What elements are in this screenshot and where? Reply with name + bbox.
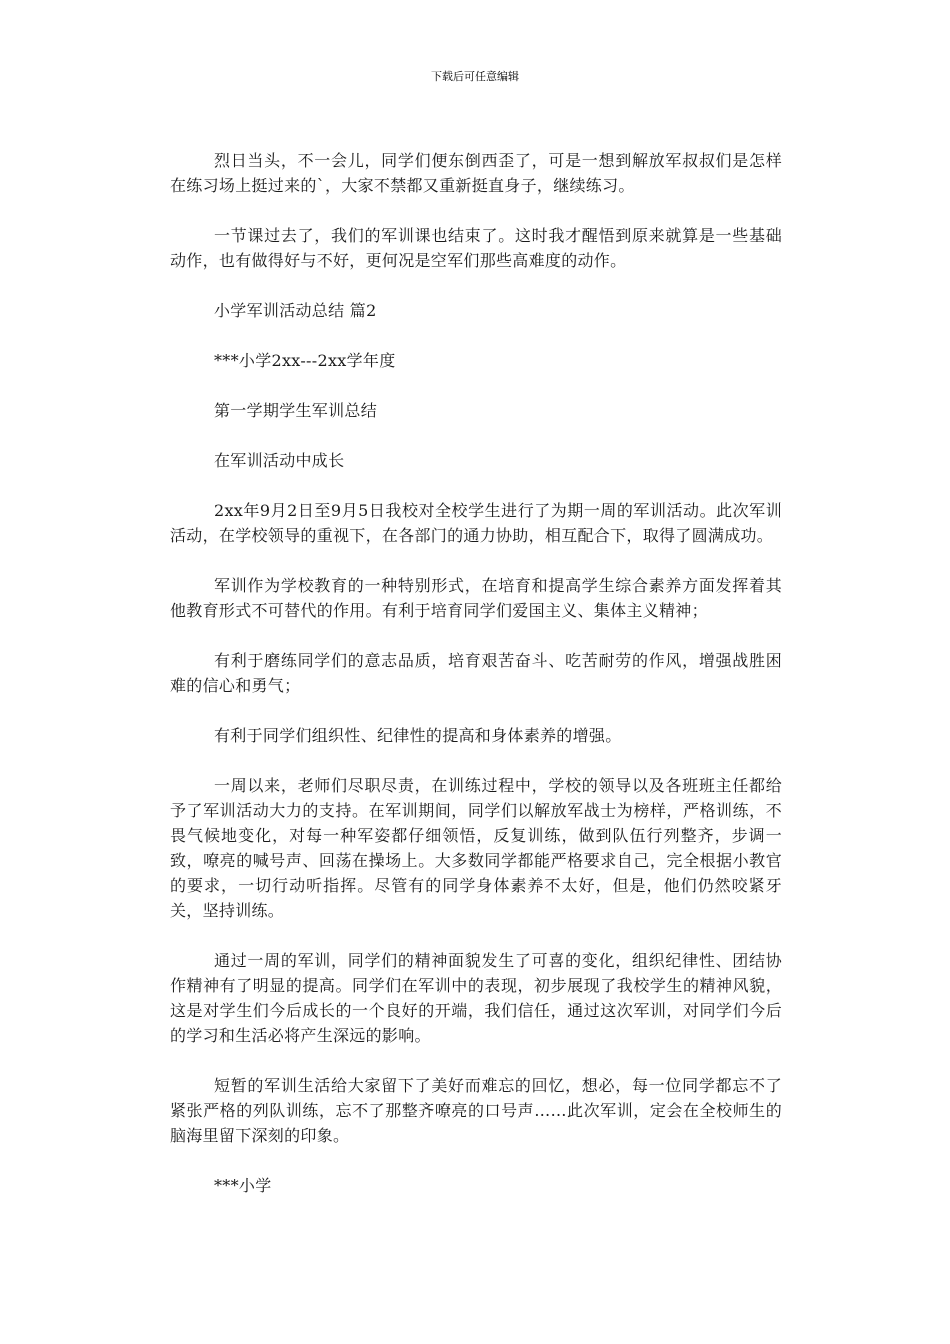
paragraph: 有利于同学们组织性、纪律性的提高和身体素养的增强。: [214, 726, 622, 745]
paragraph: 军训作为学校教育的一种特别形式，在培育和提高学生综合素养方面发挥着其他教育形式不可替代的作用。有利于培育同学们爱国主义、集体主义精神；: [170, 576, 782, 620]
school-year-line: ***小学2xx---2xx学年度: [214, 351, 396, 370]
paragraph: 2xx年9月2日至9月5日我校对全校学生进行了为期一周的军训活动。此次军训活动，在学校领导的重视下，在各部门的通力协助，相互配合下，取得了圆满成功。: [170, 501, 782, 545]
section-title: 小学军训活动总结 篇2: [214, 301, 377, 320]
summary-title: 第一学期学生军训总结: [214, 401, 378, 420]
paragraph: 有利于磨练同学们的意志品质，培育艰苦奋斗、吃苦耐劳的作风，增强战胜困难的信心和勇气；: [170, 651, 782, 695]
signature-line: ***小学: [214, 1176, 272, 1195]
paragraph: 烈日当头，不一会儿，同学们便东倒西歪了，可是一想到解放军叔叔们是怎样在练习场上挺过来的`，大家不禁都又重新挺直身子，继续练习。: [170, 151, 782, 195]
page-header-note: 下载后可任意编辑: [431, 70, 519, 83]
summary-subtitle: 在军训活动中成长: [214, 451, 345, 470]
paragraph: 一节课过去了，我们的军训课也结束了。这时我才醒悟到原来就算是一些基础动作，也有做得好与不好，更何况是空军们那些高难度的动作。: [170, 226, 782, 270]
paragraph: 短暂的军训生活给大家留下了美好而难忘的回忆，想必，每一位同学都忘不了紧张严格的列队训练，忘不了那整齐嘹亮的口号声……此次军训，定会在全校师生的脑海里留下深刻的印象。: [170, 1076, 782, 1145]
document-body: [170, 148, 782, 1223]
paragraph: 一周以来，老师们尽职尽责，在训练过程中，学校的领导以及各班班主任都给予了军训活动大力的支持。在军训期间，同学们以解放军战士为榜样，严格训练，不畏气候地变化，对每一种军姿都仔细领悟，反复训练，做到队伍行列整齐，步调一致，嘹亮的喊号声、回荡在操场上。大多数同学都能严格要求自己，完全根据小教官的要求，一切行动听指挥。尽管有的同学身体素养不太好，但是，他们仍然咬紧牙关，坚持训练。: [170, 776, 782, 920]
paragraph: 通过一周的军训，同学们的精神面貌发生了可喜的变化，组织纪律性、团结协作精神有了明显的提高。同学们在军训中的表现，初步展现了我校学生的精神风貌，这是对学生们今后成长的一个良好的开端，我们信任，通过这次军训，对同学们今后的学习和生活必将产生深远的影响。: [170, 951, 782, 1045]
